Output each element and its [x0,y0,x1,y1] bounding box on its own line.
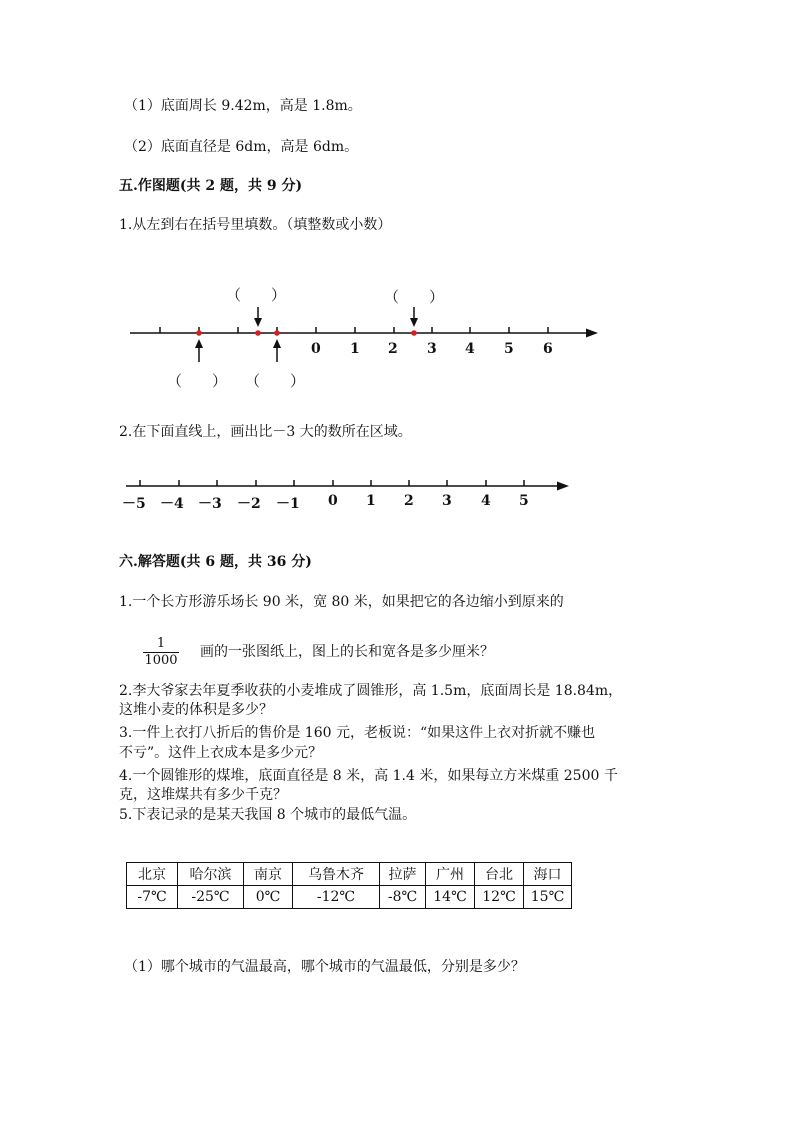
nl2-label: －1 [276,496,300,512]
answer-blank-top-1[interactable]: （ ） [226,286,287,304]
table-cell: -25℃ [178,886,244,909]
table-row-temps [127,886,572,909]
table-cell: -8℃ [380,886,426,909]
table-cell: 0℃ [244,886,293,909]
table-cell: 北京 [127,863,178,886]
table-cell: 台北 [475,863,524,886]
problem-6-5: 5.下表记录的是某天我国 8 个城市的最低气温。 [119,807,417,823]
table-row-cities [127,863,572,886]
table-cell: 广州 [426,863,475,886]
fraction-1-1000 [143,636,179,669]
problem-6-2-line1: 2.李大爷家去年夏季收获的小麦堆成了圆锥形，高 1.5m，底面周长是 18.84m， [119,683,623,699]
nl2-label: 4 [481,493,491,509]
section-5-heading: 五.作图题(共 2 题，共 9 分) [119,178,303,194]
table-cell: 乌鲁木齐 [293,863,380,886]
sub-question-1: （1）哪个城市的气温最高，哪个城市的气温最低，分别是多少？ [124,959,525,975]
nl2-label: －4 [160,496,184,512]
nl1-label: 3 [427,341,437,357]
nl1-label: 4 [465,341,475,357]
section-6-heading: 六.解答题(共 6 题，共 36 分) [119,554,312,570]
table-cell: 南京 [244,863,293,886]
problem-6-2-line2: 这堆小麦的体积是多少？ [119,702,273,718]
problem-6-4-line2: 克，这堆煤共有多少千克？ [119,787,287,803]
fraction-numerator: 1 [156,636,166,651]
answer-blank-top-2[interactable]: （ ） [384,288,445,306]
table-cell: 15℃ [524,886,572,909]
table-cell: 拉萨 [380,863,426,886]
nl2-label: －2 [237,496,261,512]
problem-6-1-line1: 1.一个长方形游乐场长 90 米，宽 80 米，如果把它的各边缩小到原来的 [119,594,564,610]
table-cell: 海口 [524,863,572,886]
nl2-label: －5 [122,496,146,512]
question-4-1: （1）底面周长 9.42m，高是 1.8m。 [124,98,362,114]
table-cell: 12℃ [475,886,524,909]
nl1-label: 5 [504,341,514,357]
table-cell: -7℃ [127,886,178,909]
nl2-label: －3 [198,496,222,512]
table-cell: -12℃ [293,886,380,909]
nl1-label: 2 [388,341,398,357]
problem-6-4-line1: 4.一个圆锥形的煤堆，底面直径是 8 米，高 1.4 米，如果每立方米煤重 2500 千 [119,768,618,784]
problem-6-3-line2: 不亏”。这件上衣成本是多少元？ [119,745,323,761]
answer-blank-bottom-2[interactable]: （ ） [245,372,306,390]
fraction-denominator: 1000 [144,653,178,668]
nl1-label: 6 [543,341,553,357]
problem-6-1-line2: 画的一张图纸上，图上的长和宽各是多少厘米？ [200,644,494,660]
nl2-label: 1 [366,493,376,509]
nl1-label: 1 [350,341,360,357]
problem-6-3-line1: 3.一件上衣打八折后的售价是 160 元，老板说：“如果这件上衣对折就不赚也 [119,725,596,741]
table-cell: 哈尔滨 [178,863,244,886]
problem-5-2: 2.在下面直线上，画出比－3 大的数所在区域。 [119,424,412,440]
nl2-label: 0 [328,493,338,509]
question-4-2: （2）底面直径是 6dm，高是 6dm。 [124,139,359,155]
nl2-label: 3 [442,493,452,509]
nl2-label: 5 [519,493,529,509]
temperature-table [126,862,572,909]
number-line-2-arrowhead [557,482,569,491]
table-cell: 14℃ [426,886,475,909]
nl1-label: 0 [311,341,321,357]
nl2-label: 2 [404,493,414,509]
answer-blank-bottom-1[interactable]: （ ） [167,372,228,390]
problem-5-1: 1.从左到右在括号里填数。（填整数或小数） [119,217,392,233]
